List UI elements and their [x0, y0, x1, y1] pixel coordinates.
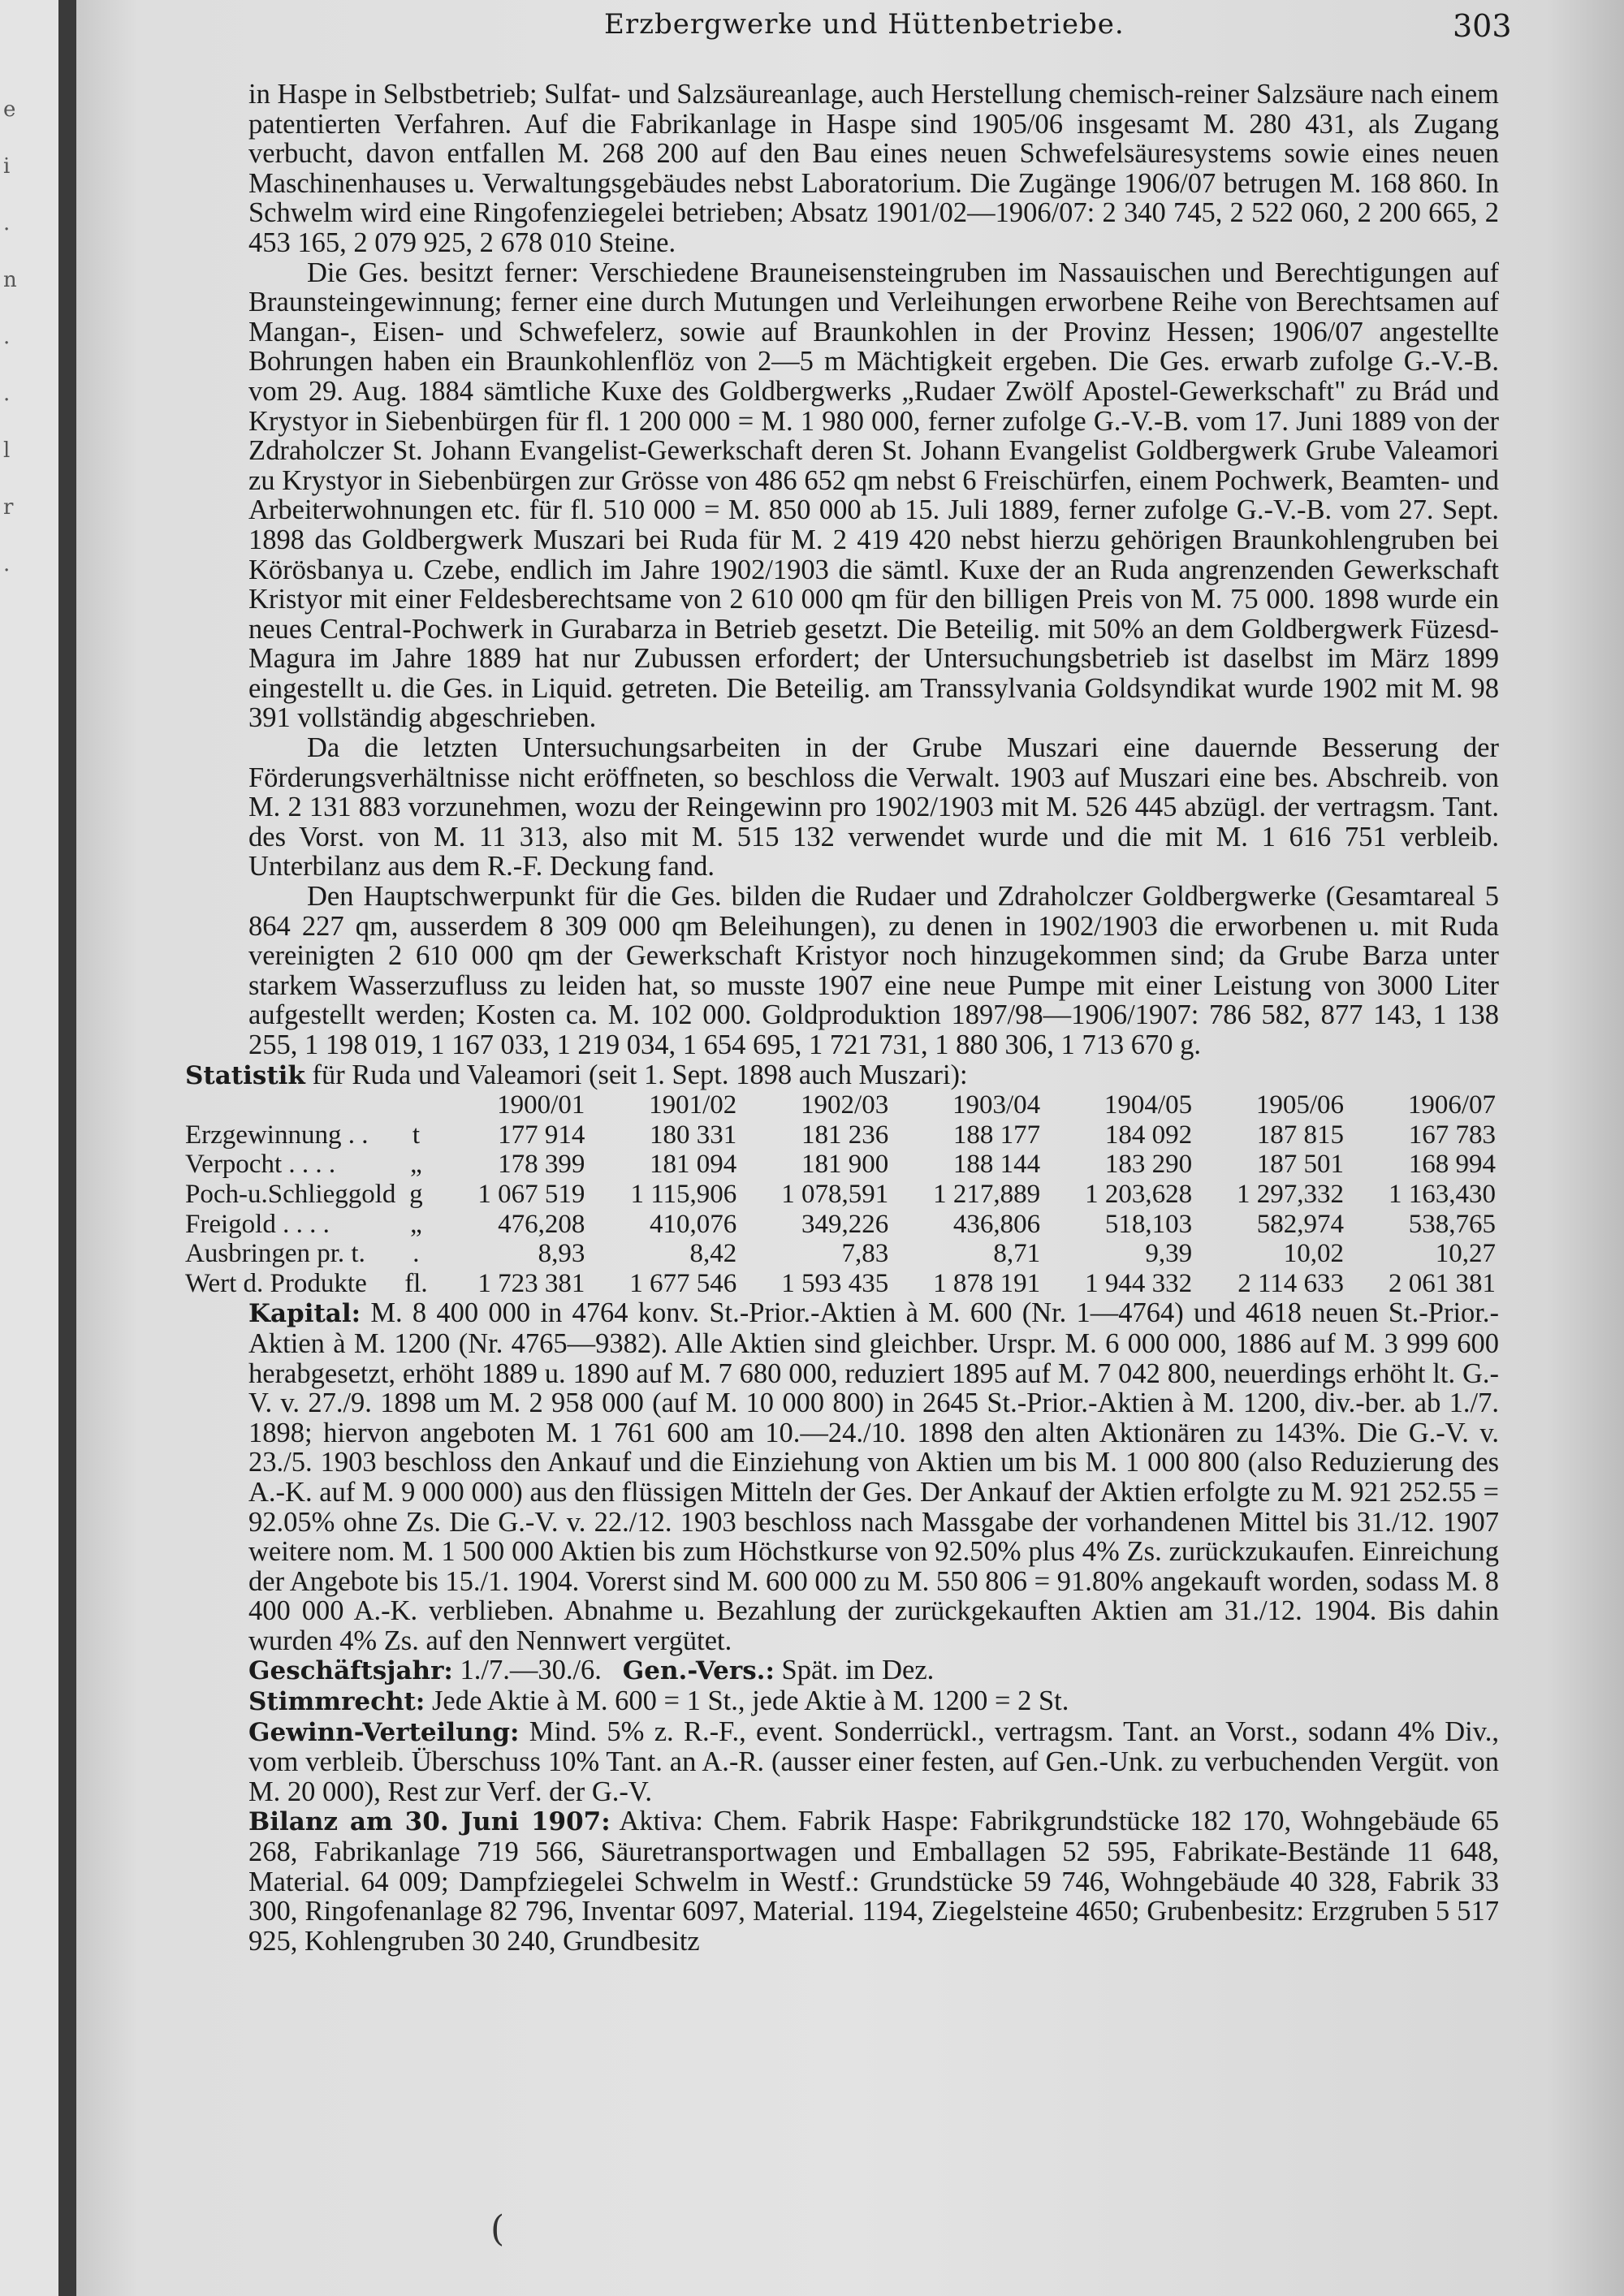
year-header: 1901/02: [649, 1090, 737, 1120]
table-row: [185, 1150, 1499, 1180]
blank-header: [185, 1090, 395, 1120]
row-label: Erzgewinnung . .: [185, 1120, 369, 1150]
kapital-text: M. 8 400 000 in 4764 konv. St.-Prior.-Aktien à M. 600 (Nr. 1—4764) und 4618 neuen St.-Prior.-Aktien à M. 1200 (Nr. 4765—9382). Alle Aktien sind gleichber. Urspr. M. 6 000 000, 1886 auf M. 3 999 600 herabgesetzt, erhöht 1889 u. 1890 auf M. 7 680 000, reduziert 1895 auf M. 7 042 800, neuerdings erhöht lt. G.-V. v. 27./9. 1898 um M. 2 958 000 (auf M. 10 000 800) in 2645 St.-Prior.-Aktien à M. 1200, div.-ber. ab 1./7. 1898; hiervon angeboten M. 1 761 600 am 10.—24./10. 1898 den alten Aktionären zu 143%. Die G.-V. v. 23./5. 1903 beschloss den Ankauf und die Einziehung von Aktien um bis M. 1 000 800 (also Reduzierung des A.-K. auf M. 9 000 000) aus den flüssigen Mitteln der Ges. Der Ankauf der Aktien erfolgte zu M. 921 252.55 = 92.05% ohne Zs. Die G.-V. v. 22./12. 1903 beschloss nach Massgabe der vorhandenen Mittel bis 31./12. 1907 weitere nom. M. 1 500 000 Aktien bis zum Höchstkurse von 92.50% plus 4% Zs. zurückzukaufen. Einreichung der Angebote bis 15./1. 1904. Vorerst sind M. 600 000 zu M. 550 806 = 91.80% angekauft worden, sodass M. 8 400 000 A.-K. verblieben. Abnahme u. Bezahlung der zurückgekauften Aktien am 31./12. 1904. Bis dahin wurden 4% Zs. auf den Nennwert vergütet.: [248, 1297, 1499, 1656]
table-cell: 1 115,906: [630, 1179, 737, 1209]
year-header-row: [185, 1090, 1499, 1120]
geschaeftsjahr-label: Geschäftsjahr:: [248, 1656, 453, 1686]
table-cell: 1 723 381: [477, 1268, 585, 1298]
row-unit: fl.: [404, 1268, 428, 1298]
geschaeftsjahr-value: 1./7.—30./6.: [460, 1655, 602, 1686]
stimmrecht-label: Stimmrecht:: [248, 1687, 425, 1717]
paragraph: Den Hauptschwerpunkt für die Ges. bilden die Rudaer und Zdraholczer Goldbergwerke (Gesamtareal 5 864 227 qm, ausserdem 8 309 000 qm Beleihungen), zu denen in 1902/1903 die erworbenen u. mit Ruda vereinigten 2 610 000 qm der Gewerkschaft Kristyor noch hinzugekommen sind; da Grube Barza unter starkem Wasserzufluss zu leiden hat, so musste 1907 eine neue Pumpe mit einer Leistung von 3000 Liter aufgestellt werden; Kosten ca. M. 102 000. Goldproduktion 1897/98—1906/1907: 786 582, 877 143, 1 138 255, 1 198 019, 1 167 033, 1 219 034, 1 654 695, 1 721 731, 1 880 306, 1 713 670 g.: [248, 881, 1499, 1060]
gen-vers-label: Gen.-Vers.:: [622, 1656, 775, 1686]
page-number: 303: [1453, 8, 1512, 44]
table-cell: 8,71: [993, 1239, 1041, 1269]
bilanz-label: Bilanz am 30. Juni 1907:: [248, 1807, 611, 1837]
year-header: 1906/07: [1407, 1090, 1496, 1120]
edge-mark: e: [3, 97, 16, 122]
table-cell: 181 900: [801, 1150, 889, 1180]
row-unit: „: [410, 1209, 422, 1239]
table-cell: 2 114 633: [1237, 1268, 1345, 1298]
table-cell: 9,39: [1145, 1239, 1193, 1269]
scan-left-margin: [0, 0, 58, 2296]
edge-fragments: [3, 81, 21, 593]
table-cell: 2 061 381: [1389, 1268, 1496, 1298]
row-unit: t: [412, 1120, 420, 1150]
edge-mark: i: [3, 154, 11, 179]
table-cell: 187 501: [1256, 1150, 1345, 1180]
table-cell: 10,02: [1283, 1239, 1345, 1269]
page-body: [185, 79, 1500, 1957]
bilanz-section: [248, 1806, 1499, 1956]
edge-mark: r: [3, 495, 14, 520]
row-unit: .: [412, 1239, 420, 1269]
table-cell: 1 944 332: [1085, 1268, 1193, 1298]
row-label: Verpocht . . . .: [185, 1150, 336, 1180]
row-label: Freigold . . . .: [185, 1209, 330, 1239]
table-cell: 181 094: [650, 1150, 737, 1180]
table-cell: 167 783: [1408, 1120, 1496, 1150]
table-cell: 178 399: [498, 1150, 585, 1180]
edge-mark: l: [3, 438, 11, 463]
paragraph: Die Ges. besitzt ferner: Verschiedene Brauneisensteingruben im Nassauischen und Berechtigungen auf Braunsteingewinnung; ferner eine durch Mutungen und Verleihungen erworbene Reihe von Berechtsamen auf Mangan-, Eisen- und Schwefelerz, sowie auf Braunkohlen in der Provinz Hessen; 1906/07 angestellte Bohrungen haben ein Braunkohlenflöz von 2—5 m Mächtigkeit ergeben. Die Ges. erwarb zufolge G.-V.-B. vom 29. Aug. 1884 sämtliche Kuxe des Goldbergwerks „Rudaer Zwölf Apostel-Gewerkschaft" zu Brád und Krystyor in Siebenbürgen für fl. 1 200 000 = M. 1 980 000, ferner zufolge G.-V.-B. vom 17. Juni 1889 von der Zdraholczer St. Johann Evangelist-Gewerkschaft deren St. Johann Evangelist Goldbergwerk Grube Valeamori zu Krystyor in Siebenbürgen zur Grösse von 486 652 qm nebst 6 Freischürfen, einem Pochwerk, Beamten- und Arbeiterwohnungen etc. für fl. 510 000 = M. 850 000 ab 15. Juli 1889, ferner zufolge G.-V.-B. vom 27. Sept. 1898 das Goldbergwerk Muszari bei Ruda für M. 2 419 420 nebst hierzu gehörigen Braunkohlengruben bei Körösbanya u. Czebe, endlich im Jahre 1902/1903 die sämtl. Kuxe der an Ruda angrenzenden Gewerkschaft Kristyor mit einer Feldesberechtsame von 2 610 000 qm für den billigen Preis von M. 75 000. 1898 wurde ein neues Central-Pochwerk in Gurabarza in Betrieb gesetzt. Die Beteilig. mit 50% an dem Goldbergwerk Füzesd-Magura im Jahre 1889 hat nur Zubussen erfordert; der Untersuchungsbetrieb ist daselbst im März 1899 eingestellt u. die Ges. in Liquid. getreten. Die Beteilig. am Transsylvania Goldsyndikat wurde 1902 mit M. 98 391 vollständig abgeschrieben.: [248, 257, 1499, 734]
table-cell: 168 994: [1408, 1150, 1496, 1180]
year-header: 1905/06: [1255, 1090, 1345, 1120]
table-cell: 188 144: [952, 1150, 1041, 1180]
gen-vers-value: Spät. im Dez.: [781, 1655, 935, 1686]
table-cell: 349,226: [801, 1209, 889, 1239]
table-cell: 410,076: [650, 1209, 737, 1239]
edge-mark: .: [3, 552, 11, 576]
statistik-label: Statistik: [185, 1060, 305, 1090]
table-cell: 538,765: [1408, 1209, 1496, 1239]
book-spine-shadow: [58, 0, 76, 2296]
gewinn-text: Mind. 5% z. R.-F., event. Sonderrückl., vertragsm. Tant. an Vorst., sodann 4% Div., vom verbleib. Überschuss 10% Tant. an A.-R. (ausser einer festen, auf Gen.-Unk. zu verbuchenden Vergüt. von M. 20 000), Rest zur Verf. der G.-V.: [248, 1716, 1500, 1807]
edge-mark: .: [3, 382, 11, 406]
year-header: 1904/05: [1104, 1090, 1193, 1120]
table-row: [185, 1120, 1499, 1150]
table-cell: 180 331: [650, 1120, 737, 1150]
row-unit: g: [409, 1179, 423, 1209]
table-cell: 1 593 435: [781, 1268, 889, 1298]
table-row: [185, 1269, 1499, 1299]
table-cell: 7,83: [841, 1239, 889, 1269]
gewinn-label: Gewinn-Verteilung:: [248, 1717, 520, 1747]
table-cell: 582,974: [1256, 1209, 1345, 1239]
row-label: Wert d. Produkte: [185, 1268, 367, 1298]
table-cell: 8,93: [538, 1239, 585, 1269]
statistik-section: [185, 1060, 1499, 1299]
bilanz-text: Aktiva: Chem. Fabrik Haspe: Fabrikgrundstücke 182 170, Wohngebäude 65 268, Fabrikanlage 719 566, Säuretransportwagen und Emballagen 52 595, Fabrikate-Bestände 11 648, Material. 64 009; Dampfziegelei Schwelm in Westf.: Grundstücke 59 746, Wohngebäude 40 328, Fabrik 33 300, Ringofenanlage 82 796, Inventar 6097, Material. 1194, Ziegelsteine 4650; Grubenbesitz: Erzgruben 5 517 925, Kohlengruben 30 240, Grundbesitz: [248, 1806, 1499, 1957]
edge-mark: .: [3, 325, 11, 349]
gewinn-section: [248, 1717, 1499, 1807]
year-header: 1903/04: [952, 1090, 1041, 1120]
kapital-section: [248, 1298, 1499, 1655]
edge-mark: .: [3, 211, 11, 235]
row-label: Ausbringen pr. t.: [185, 1239, 365, 1269]
table-cell: 8,42: [689, 1239, 737, 1269]
table-row: [185, 1180, 1499, 1210]
table-cell: 518,103: [1104, 1209, 1193, 1239]
scanned-page: [76, 0, 1624, 2296]
statistik-table: [185, 1090, 1499, 1298]
edge-mark: n: [3, 268, 17, 292]
kapital-label: Kapital:: [248, 1299, 361, 1329]
table-cell: 1 217,889: [933, 1179, 1041, 1209]
table-row: [185, 1210, 1499, 1240]
stimmrecht-line: [248, 1686, 1499, 1717]
table-cell: 1 297,332: [1237, 1179, 1345, 1209]
table-cell: 1 078,591: [781, 1179, 889, 1209]
geschaeftsjahr-line: [248, 1655, 1499, 1686]
table-cell: 181 236: [801, 1120, 889, 1150]
statistik-title-text: für Ruda und Valeamori (seit 1. Sept. 1898 auch Muszari):: [312, 1059, 968, 1090]
statistik-title: [185, 1060, 1499, 1091]
paragraph: in Haspe in Selbstbetrieb; Sulfat- und Salzsäureanlage, auch Herstellung chemisch-reiner Salzsäure nach einem patentierten Verfahren. Auf die Fabrikanlage in Haspe sind 1905/06 insgesamt M. 280 431, als Zugang verbucht, davon entfallen M. 268 200 auf den Bau eines neuen Schwefelsäuresystems sowie eines neuen Maschinenhauses u. Verwaltungsgebäudes nebst Laboratorium. Die Zugänge 1906/07 betrugen M. 168 860. In Schwelm wird eine Ringofenziegelei betrieben; Absatz 1901/02—1906/07: 2 340 745, 2 522 060, 2 200 665, 2 453 165, 2 079 925, 2 678 010 Steine.: [248, 79, 1499, 258]
table-row: [185, 1239, 1499, 1269]
table-cell: 1 203,628: [1085, 1179, 1193, 1209]
table-cell: 177 914: [498, 1120, 585, 1150]
table-cell: 1 677 546: [629, 1268, 737, 1298]
stimmrecht-value: Jede Aktie à M. 600 = 1 St., jede Aktie à M. 1200 = 2 St.: [431, 1685, 1069, 1717]
table-cell: 476,208: [498, 1209, 585, 1239]
row-unit: „: [410, 1150, 422, 1180]
paragraph: Da die letzten Untersuchungsarbeiten in der Grube Muszari eine dauernde Besserung der Förderungsverhältnisse nicht eröffneten, so beschloss die Verwalt. 1903 auf Muszari eine bes. Abschreib. von M. 2 131 883 vorzunehmen, wozu der Reingewinn pro 1902/1903 mit M. 526 445 abzügl. der vertragsm. Tant. des Vorst. von M. 11 313, also mit M. 515 132 verwendet wurde und die mit M. 1 616 751 verbleib. Unterbilanz aus dem R.-F. Deckung fand.: [248, 732, 1499, 883]
table-cell: 10,27: [1435, 1239, 1496, 1269]
year-header: 1900/01: [497, 1090, 585, 1120]
table-cell: 188 177: [952, 1120, 1041, 1150]
blank-header: [395, 1090, 436, 1120]
year-header: 1902/03: [801, 1090, 889, 1120]
table-cell: 1 878 191: [933, 1268, 1041, 1298]
table-cell: 184 092: [1104, 1120, 1193, 1150]
stray-mark: (: [490, 2208, 505, 2250]
row-label: Poch-u.Schlieggold: [185, 1179, 396, 1209]
running-head: Erzbergwerke und Hüttenbetriebe.: [604, 8, 1125, 41]
table-cell: 187 815: [1256, 1120, 1345, 1150]
table-cell: 436,806: [952, 1209, 1041, 1239]
table-cell: 183 290: [1104, 1150, 1193, 1180]
table-cell: 1 067 519: [477, 1179, 585, 1209]
table-cell: 1 163,430: [1389, 1179, 1496, 1209]
